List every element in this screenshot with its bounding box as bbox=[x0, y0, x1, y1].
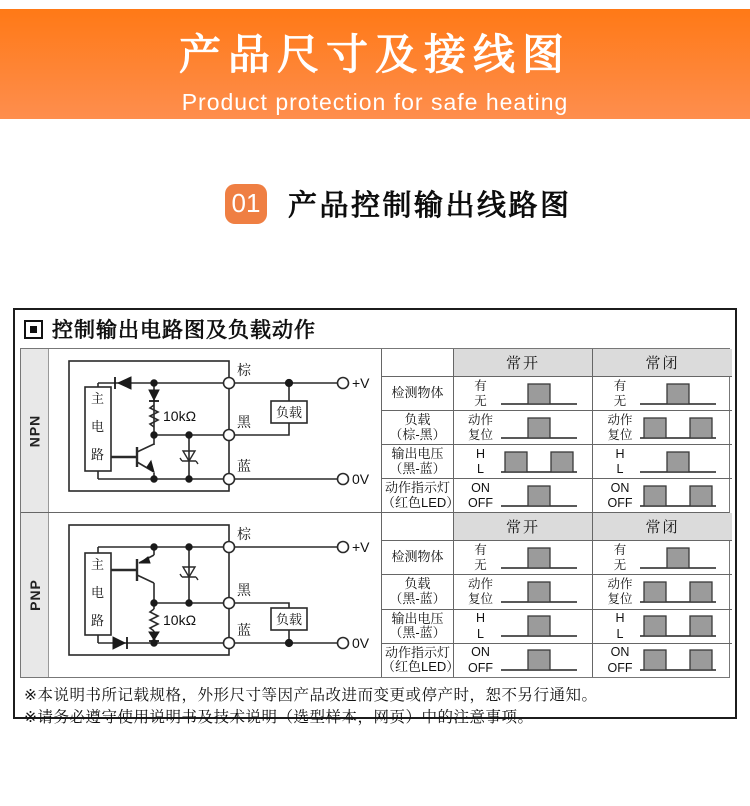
state-top: 有 bbox=[613, 542, 627, 557]
header-banner bbox=[0, 9, 750, 119]
banner-subtitle: Product protection for safe heating bbox=[181, 89, 569, 115]
row-label-sub: （黑-蓝） bbox=[389, 460, 446, 476]
state-labels bbox=[607, 414, 633, 442]
panel-title: 控制输出电路图及负载动作 bbox=[52, 319, 316, 342]
npn-circuit-svg bbox=[49, 349, 381, 512]
state-bottom: 复位 bbox=[467, 592, 493, 607]
row-label bbox=[382, 610, 454, 643]
state-top: H bbox=[475, 611, 486, 626]
state-top: H bbox=[615, 446, 625, 461]
pnp-block bbox=[21, 513, 729, 677]
state-bottom: L bbox=[616, 626, 624, 641]
state-labels bbox=[607, 578, 633, 606]
normally-open-cell bbox=[454, 541, 593, 574]
normally-open-cell bbox=[454, 445, 593, 478]
normally-closed-cell bbox=[593, 445, 732, 478]
row-label-main: 动作指示灯 bbox=[384, 644, 450, 660]
normally-closed-cell bbox=[593, 479, 732, 512]
pnp-circuit-diagram bbox=[49, 513, 381, 677]
state-table-row bbox=[382, 610, 732, 644]
state-labels bbox=[468, 544, 494, 572]
pnp-wire-brown-label: 棕 bbox=[237, 526, 251, 542]
pnp-zero-v-label: 0V bbox=[352, 635, 370, 651]
state-top: ON bbox=[471, 645, 490, 660]
waveform-double bbox=[638, 577, 718, 607]
footnote-line: ※请务必遵守使用说明书及技术说明（选型样本，网页）中的注意事项。 bbox=[24, 709, 534, 727]
row-label-main: 输出电压 bbox=[391, 445, 444, 461]
waveform-single bbox=[499, 413, 579, 443]
state-bottom: 无 bbox=[474, 394, 487, 408]
row-label-main: 检测物体 bbox=[391, 549, 444, 565]
row-label-sub: （红色LED） bbox=[382, 494, 460, 510]
normally-closed-cell bbox=[593, 411, 732, 444]
state-table-row bbox=[382, 377, 732, 411]
state-top: H bbox=[615, 611, 625, 626]
waveform-single bbox=[499, 577, 579, 607]
state-labels bbox=[607, 612, 633, 640]
row-label bbox=[382, 479, 460, 512]
state-bottom: L bbox=[616, 462, 624, 476]
state-top: 动作 bbox=[607, 576, 633, 591]
state-table-row bbox=[382, 644, 732, 677]
row-label-sub: （黑-蓝） bbox=[389, 625, 446, 641]
waveform-single bbox=[638, 447, 718, 477]
state-labels bbox=[607, 544, 633, 572]
normally-closed-header: 常闭 bbox=[593, 513, 732, 540]
pnp-state-table bbox=[381, 513, 732, 677]
normally-closed-cell bbox=[593, 575, 732, 608]
waveform-double bbox=[638, 481, 718, 511]
waveform-single bbox=[499, 611, 579, 641]
normally-open-cell bbox=[454, 644, 593, 677]
pnp-load-label: 负载 bbox=[276, 612, 303, 627]
state-labels bbox=[607, 380, 633, 408]
state-bottom: 无 bbox=[474, 558, 487, 573]
normally-open-cell bbox=[454, 575, 593, 608]
header-spacer-cell bbox=[382, 513, 454, 540]
state-top: 动作 bbox=[467, 412, 493, 427]
state-top: ON bbox=[610, 480, 630, 495]
footnotes bbox=[24, 685, 735, 730]
state-bottom: 复位 bbox=[607, 428, 633, 442]
state-labels bbox=[468, 482, 494, 510]
normally-open-cell bbox=[454, 411, 593, 444]
state-table-row bbox=[382, 445, 732, 479]
npn-block bbox=[21, 349, 729, 513]
state-labels bbox=[607, 646, 633, 674]
npn-plus-v-label: +V bbox=[352, 375, 370, 391]
state-top: ON bbox=[610, 645, 630, 660]
state-bottom: L bbox=[477, 626, 484, 641]
pnp-plus-v-label: +V bbox=[352, 539, 370, 555]
state-table-row bbox=[382, 479, 732, 512]
state-labels bbox=[607, 448, 633, 476]
pnp-wire-black-label: 黑 bbox=[237, 582, 251, 598]
row-label-main: 负载 bbox=[404, 576, 431, 592]
state-labels bbox=[468, 448, 494, 476]
state-table-row bbox=[382, 541, 732, 575]
state-top: 有 bbox=[613, 378, 627, 393]
pnp-main-circuit-label: 主电路 bbox=[91, 557, 105, 628]
normally-closed-header: 常闭 bbox=[593, 349, 732, 376]
normally-open-header: 常开 bbox=[454, 513, 593, 540]
state-table-row bbox=[382, 411, 732, 445]
npn-main-circuit-label: 主电路 bbox=[91, 391, 105, 462]
row-label bbox=[382, 445, 454, 478]
panel-title-row bbox=[15, 310, 735, 348]
section-heading bbox=[225, 183, 572, 224]
state-bottom: 无 bbox=[613, 558, 627, 573]
state-table-row bbox=[382, 575, 732, 609]
section-number-badge: 01 bbox=[225, 184, 267, 224]
header-spacer-cell bbox=[382, 349, 454, 376]
state-top: 动作 bbox=[467, 576, 493, 591]
npn-wire-black-label: 黑 bbox=[237, 414, 251, 430]
state-top: 有 bbox=[474, 378, 487, 393]
npn-load-label: 负载 bbox=[276, 405, 303, 420]
row-label-main: 负载 bbox=[404, 411, 431, 427]
banner-title: 产品尺寸及接线图 bbox=[178, 31, 571, 78]
waveform-single bbox=[499, 481, 579, 511]
waveform-single bbox=[638, 379, 718, 409]
npn-resistor-label: 10kΩ bbox=[163, 408, 197, 424]
npn-circuit-diagram bbox=[49, 349, 381, 512]
row-label bbox=[382, 411, 454, 444]
pnp-side-label: PNP bbox=[21, 513, 49, 677]
state-bottom: 复位 bbox=[467, 428, 493, 442]
row-label-sub: （黑-蓝） bbox=[389, 590, 446, 606]
row-label-main: 动作指示灯 bbox=[384, 479, 450, 495]
state-labels bbox=[607, 482, 633, 510]
waveform-single bbox=[499, 543, 579, 573]
state-bottom: OFF bbox=[468, 496, 493, 510]
state-bottom: 无 bbox=[613, 394, 627, 408]
waveform-double bbox=[638, 413, 718, 443]
normally-open-header: 常开 bbox=[454, 349, 593, 376]
waveform-double bbox=[499, 447, 579, 477]
pnp-circuit-svg bbox=[49, 513, 381, 676]
state-labels bbox=[468, 414, 494, 442]
normally-open-cell bbox=[454, 377, 593, 410]
row-label-main: 输出电压 bbox=[391, 610, 444, 626]
row-label bbox=[382, 575, 454, 608]
circuit-table bbox=[20, 348, 730, 678]
footnote-line: ※本说明书所记载规格，外形尺寸等因产品改进而变更或停产时，恕不另行通知。 bbox=[24, 687, 598, 704]
square-bullet-icon bbox=[24, 320, 43, 339]
row-label-sub: （红色LED） bbox=[382, 659, 460, 675]
waveform-double bbox=[638, 645, 718, 675]
npn-side-label: NPN bbox=[21, 349, 49, 512]
state-labels bbox=[468, 380, 494, 408]
state-top: ON bbox=[471, 480, 490, 495]
waveform-single bbox=[499, 379, 579, 409]
npn-wire-brown-label: 棕 bbox=[237, 362, 251, 378]
state-table-header-row bbox=[382, 349, 732, 377]
npn-wire-blue-label: 蓝 bbox=[237, 458, 251, 474]
state-top: 有 bbox=[474, 542, 487, 557]
normally-open-cell bbox=[454, 479, 593, 512]
row-label-main: 检测物体 bbox=[391, 385, 444, 401]
state-top: H bbox=[475, 446, 486, 461]
normally-closed-cell bbox=[593, 644, 732, 677]
section-title: 产品控制输出线路图 bbox=[288, 190, 572, 222]
waveform-double bbox=[638, 611, 718, 641]
state-labels bbox=[468, 612, 494, 640]
normally-open-cell bbox=[454, 610, 593, 643]
npn-zero-v-label: 0V bbox=[352, 471, 370, 487]
waveform-single bbox=[638, 543, 718, 573]
state-bottom: OFF bbox=[607, 496, 633, 510]
state-bottom: OFF bbox=[468, 660, 493, 675]
normally-closed-cell bbox=[593, 610, 732, 643]
circuit-panel bbox=[13, 308, 737, 727]
pnp-resistor-label: 10kΩ bbox=[163, 612, 197, 628]
pnp-wire-blue-label: 蓝 bbox=[237, 622, 251, 638]
state-bottom: OFF bbox=[607, 660, 633, 675]
state-labels bbox=[468, 646, 494, 674]
npn-state-table bbox=[381, 349, 732, 512]
state-bottom: 复位 bbox=[607, 592, 633, 607]
state-table-header-row bbox=[382, 513, 732, 541]
normally-closed-cell bbox=[593, 377, 732, 410]
waveform-single bbox=[499, 645, 579, 675]
state-top: 动作 bbox=[607, 412, 633, 427]
normally-closed-cell bbox=[593, 541, 732, 574]
row-label bbox=[382, 541, 454, 574]
state-labels bbox=[468, 578, 494, 606]
state-bottom: L bbox=[477, 462, 484, 476]
row-label-sub: （棕-黑） bbox=[389, 426, 446, 442]
row-label bbox=[382, 644, 460, 677]
row-label bbox=[382, 377, 454, 410]
